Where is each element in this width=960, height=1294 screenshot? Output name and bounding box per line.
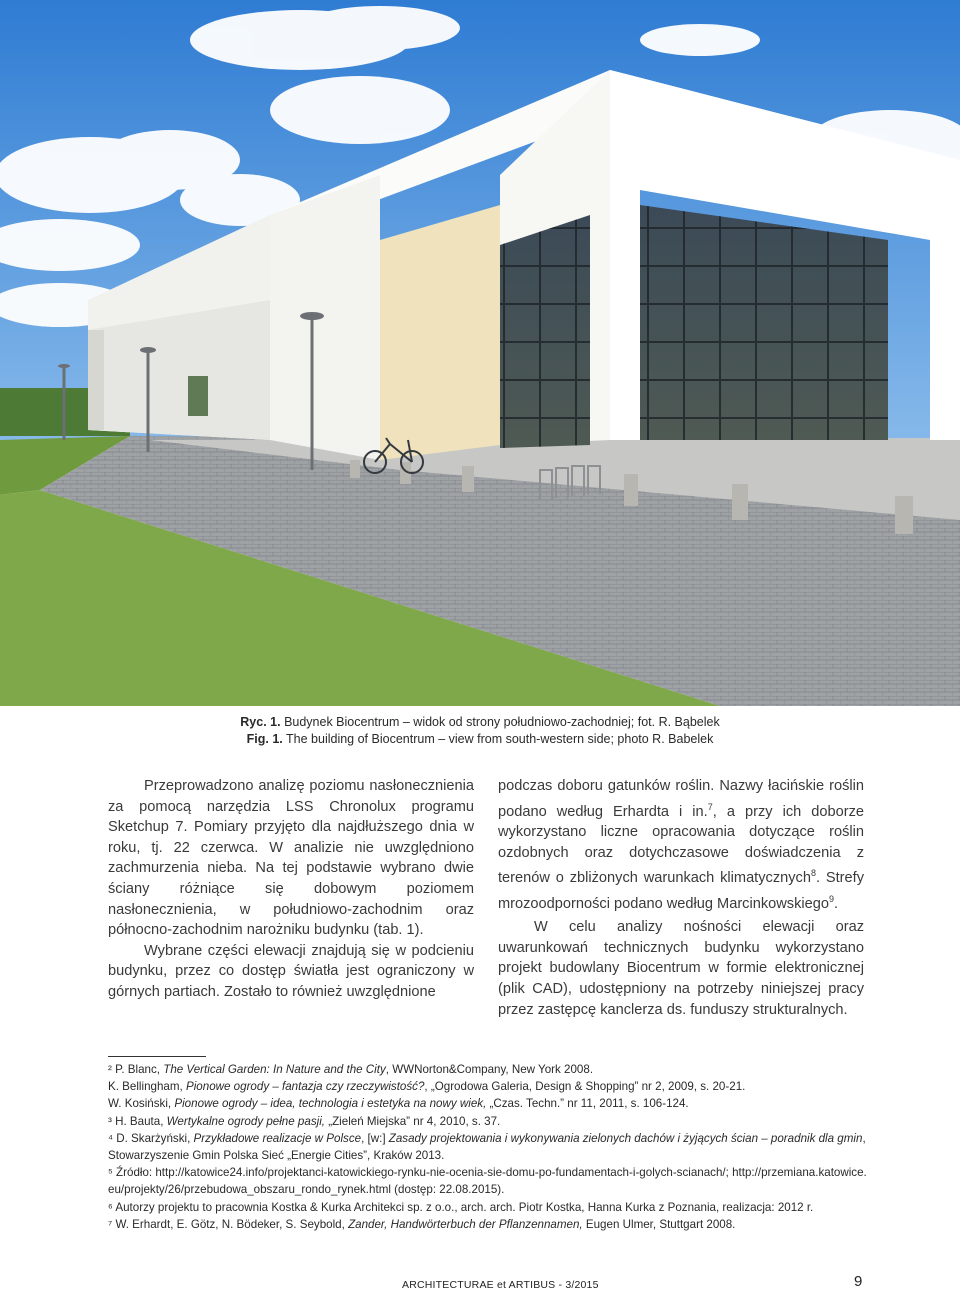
body-paragraph: Przeprowadzono analizę poziomu nasłonecznienia za pomocą narzędzia LSS Chronolux programu Sketchup 7. Pomiary przyjęto dla najdłuższego dnia w roku, tj. 22 czerwca. W analizie nie uwzględniono zachmurzenia nieba. Na tej podstawie wybrano dwie ściany różniące się dobowym poziomem nasłonecznienia, w południowo-zachodnim oraz północno-zachodnim narożniku budynku (tab. 1).: [108, 778, 474, 939]
footnote-ref: 7: [707, 801, 713, 812]
page-number: 9: [854, 1273, 863, 1290]
footnote-6: ⁶ Autorzy projektu to pracownia Kostka & Kurka Architekci sp. z o.o., arch. arch. Piotr Kostka, Hanna Kurka z Poznania, realizacja: 2012 r.: [108, 1200, 814, 1214]
caption-pl-label: Ryc. 1.: [240, 715, 281, 729]
footnote-divider: [108, 1056, 206, 1057]
footnote-2-line2: K. Bellingham, Pionowe ogrody – fantazja czy rzeczywistość?, „Ogrodowa Galeria, Design & Shopping” nr 2, 2009, s. 20-21.: [108, 1080, 746, 1094]
text-column-left: [108, 776, 474, 1003]
caption-pl: [0, 714, 960, 731]
footnote-ref: 9: [828, 893, 834, 904]
caption-en-label: Fig. 1.: [246, 732, 283, 746]
footnote-ref: 8: [810, 868, 816, 879]
footnote-3: ³ H. Bauta, Wertykalne ogrody pełne pasji, „Zieleń Miejska” nr 4, 2010, s. 37.: [108, 1114, 501, 1128]
footnote-4: ⁴ D. Skarżyński, Przykładowe realizacje w Polsce, [w:] Zasady projektowania i wykonywania zielonych dachów i żyjących ścian – poradnik dla gmin, Stowarzyszenie Gmin Polska Sieć „Energie Cities”, Kraków 2013.: [108, 1131, 866, 1163]
caption-en: [0, 731, 960, 748]
building-left-column: [88, 330, 104, 430]
body-paragraph: Wybrane części elewacji znajdują się w podcieniu budynku, przez co dostęp światła jest ograniczony w górnych partiach. Zostało to również uwzględnione: [108, 942, 474, 1000]
body-paragraph: W celu analizy nośności elewacji oraz uwarunkowań technicznych budynku wykorzystano projekt budowlany Biocentrum w formie elektronicznej (plik CAD), udostępniony na potrzeby niniejszej pracy przez zastępcę kanclerza ds. funduszy strukturalnych.: [498, 919, 864, 1018]
building-main-left: [270, 175, 380, 460]
text-column-right: [498, 776, 864, 1020]
sign-board: [188, 376, 208, 416]
footnote-2-line3: W. Kosiński, Pionowe ogrody – idea, technologia i estetyka na nowy wiek, „Czas. Techn.” nr 11, 2011, s. 106-124.: [108, 1097, 689, 1111]
figure-caption: [0, 714, 960, 748]
caption-pl-text: Budynek Biocentrum – widok od strony południowo-zachodniej; fot. R. Bąbelek: [284, 715, 720, 729]
caption-en-text: The building of Biocentrum – view from south-western side; photo R. Babelek: [286, 732, 714, 746]
footnotes: [108, 1061, 868, 1233]
footnote-5: ⁵ Źródło: http://katowice24.info/projektanci-katowickiego-rynku-nie-ocenia-sie-domu-po-fundamentach-i-golych-scianach/; http://przemiana.katowice.eu/projekty/26/przebudowa_obszaru_rondo_rynek.html (dostęp: 22.08.2015).: [108, 1166, 867, 1197]
footnote-7: ⁷ W. Erhardt, E. Götz, N. Bödeker, S. Seybold, Zander, Handwörterbuch der Pflanzennamen, Eugen Ulmer, Stuttgart 2008.: [108, 1217, 736, 1231]
building-recess-wall: [380, 205, 500, 460]
journal-footer: ARCHITECTURAE et ARTIBUS - 3/2015: [402, 1279, 599, 1291]
body-paragraph: podczas doboru gatunków roślin. Nazwy łacińskie roślin podano według Erhardta i in.$^7$, a przy ich doborze wykorzystano liczne opracowania dotyczące roślin ozdobnych oraz dotychczasowe doświadczenia z terenów o zbliżonych warunkach klimatycznych$^8$. Strefy mrozoodporności podano według Marcinkowskiego$^9$.: [498, 778, 865, 912]
footnote-2: ² P. Blanc, The Vertical Garden: In Nature and the City, WWNorton&Company, New York 2008.: [108, 1063, 594, 1076]
